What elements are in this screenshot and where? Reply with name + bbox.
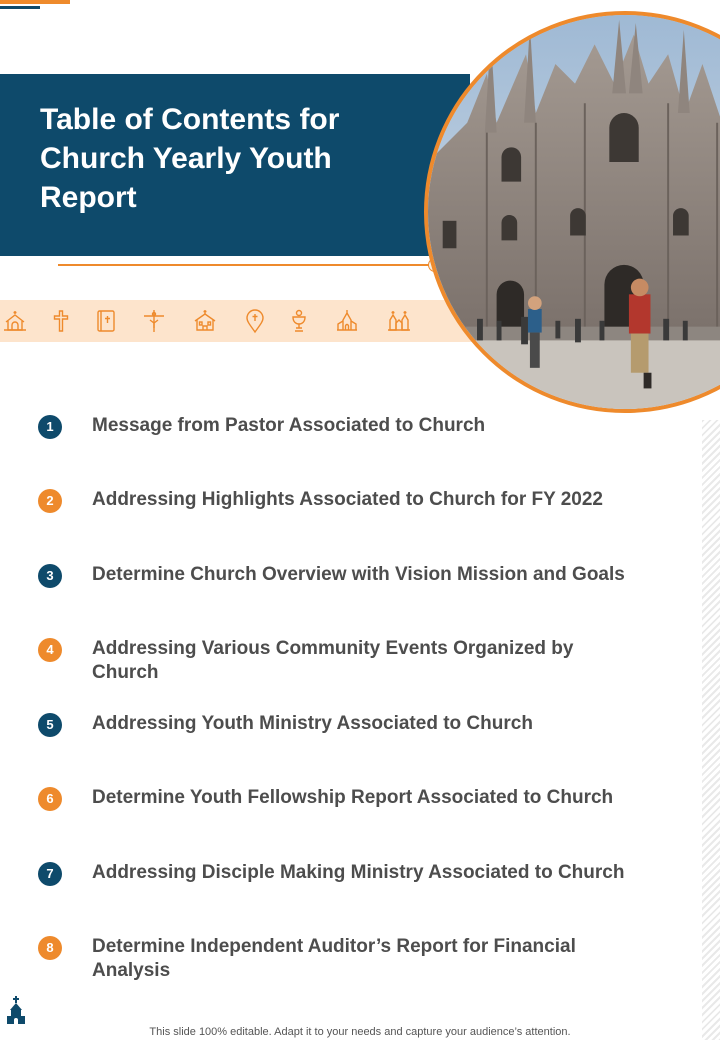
- toc-number-badge: 7: [38, 862, 62, 886]
- toc-item-text: Addressing Highlights Associated to Church for FY 2022: [92, 489, 603, 510]
- churches-icon: [386, 308, 412, 334]
- title-banner: [0, 74, 470, 256]
- toc-item-text: Addressing Disciple Making Ministry Associated to Church: [92, 862, 625, 883]
- cross-icon: [48, 308, 74, 334]
- crucifix-icon: [141, 308, 167, 334]
- bible-icon: [93, 308, 119, 334]
- toc-number-badge: 5: [38, 713, 62, 737]
- toc-number-badge: 2: [38, 489, 62, 513]
- cathedral-photo: [424, 11, 720, 413]
- toc-item-text: Determine Youth Fellowship Report Associated to Church: [92, 787, 614, 808]
- decorative-stripe: [702, 420, 720, 1040]
- toc-number-badge: 8: [38, 936, 62, 960]
- chalice-icon: [286, 308, 312, 334]
- toc-item-text: Addressing Youth Ministry Associated to Church: [92, 713, 533, 734]
- temple-icon: [2, 308, 28, 334]
- location-pin-icon: [242, 308, 268, 334]
- toc-item-text: Message from Pastor Associated to Church: [92, 415, 486, 436]
- toc-number-badge: 6: [38, 787, 62, 811]
- top-accent-blue: [0, 6, 40, 9]
- church-logo-icon: [6, 996, 26, 1024]
- icon-strip: [0, 300, 520, 342]
- toc-number-badge: 3: [38, 564, 62, 588]
- toc-item-text: Addressing Various Community Events Organized by Church: [92, 638, 574, 683]
- cathedral-icon: [334, 308, 360, 334]
- title-divider: [58, 264, 434, 266]
- toc-item-text: Determine Church Overview with Vision Mission and Goals: [92, 564, 625, 585]
- top-accent-orange: [0, 0, 70, 4]
- toc-item-text: Determine Independent Auditor’s Report for Financial Analysis: [92, 936, 576, 981]
- page-title: Table of Contents for Church Yearly Youth Report: [40, 103, 340, 214]
- footer-note: This slide 100% editable. Adapt it to your needs and capture your audience’s attention.: [149, 1026, 571, 1038]
- chapel-icon: [192, 308, 218, 334]
- toc-number-badge: 1: [38, 415, 62, 439]
- toc-number-badge: 4: [38, 638, 62, 662]
